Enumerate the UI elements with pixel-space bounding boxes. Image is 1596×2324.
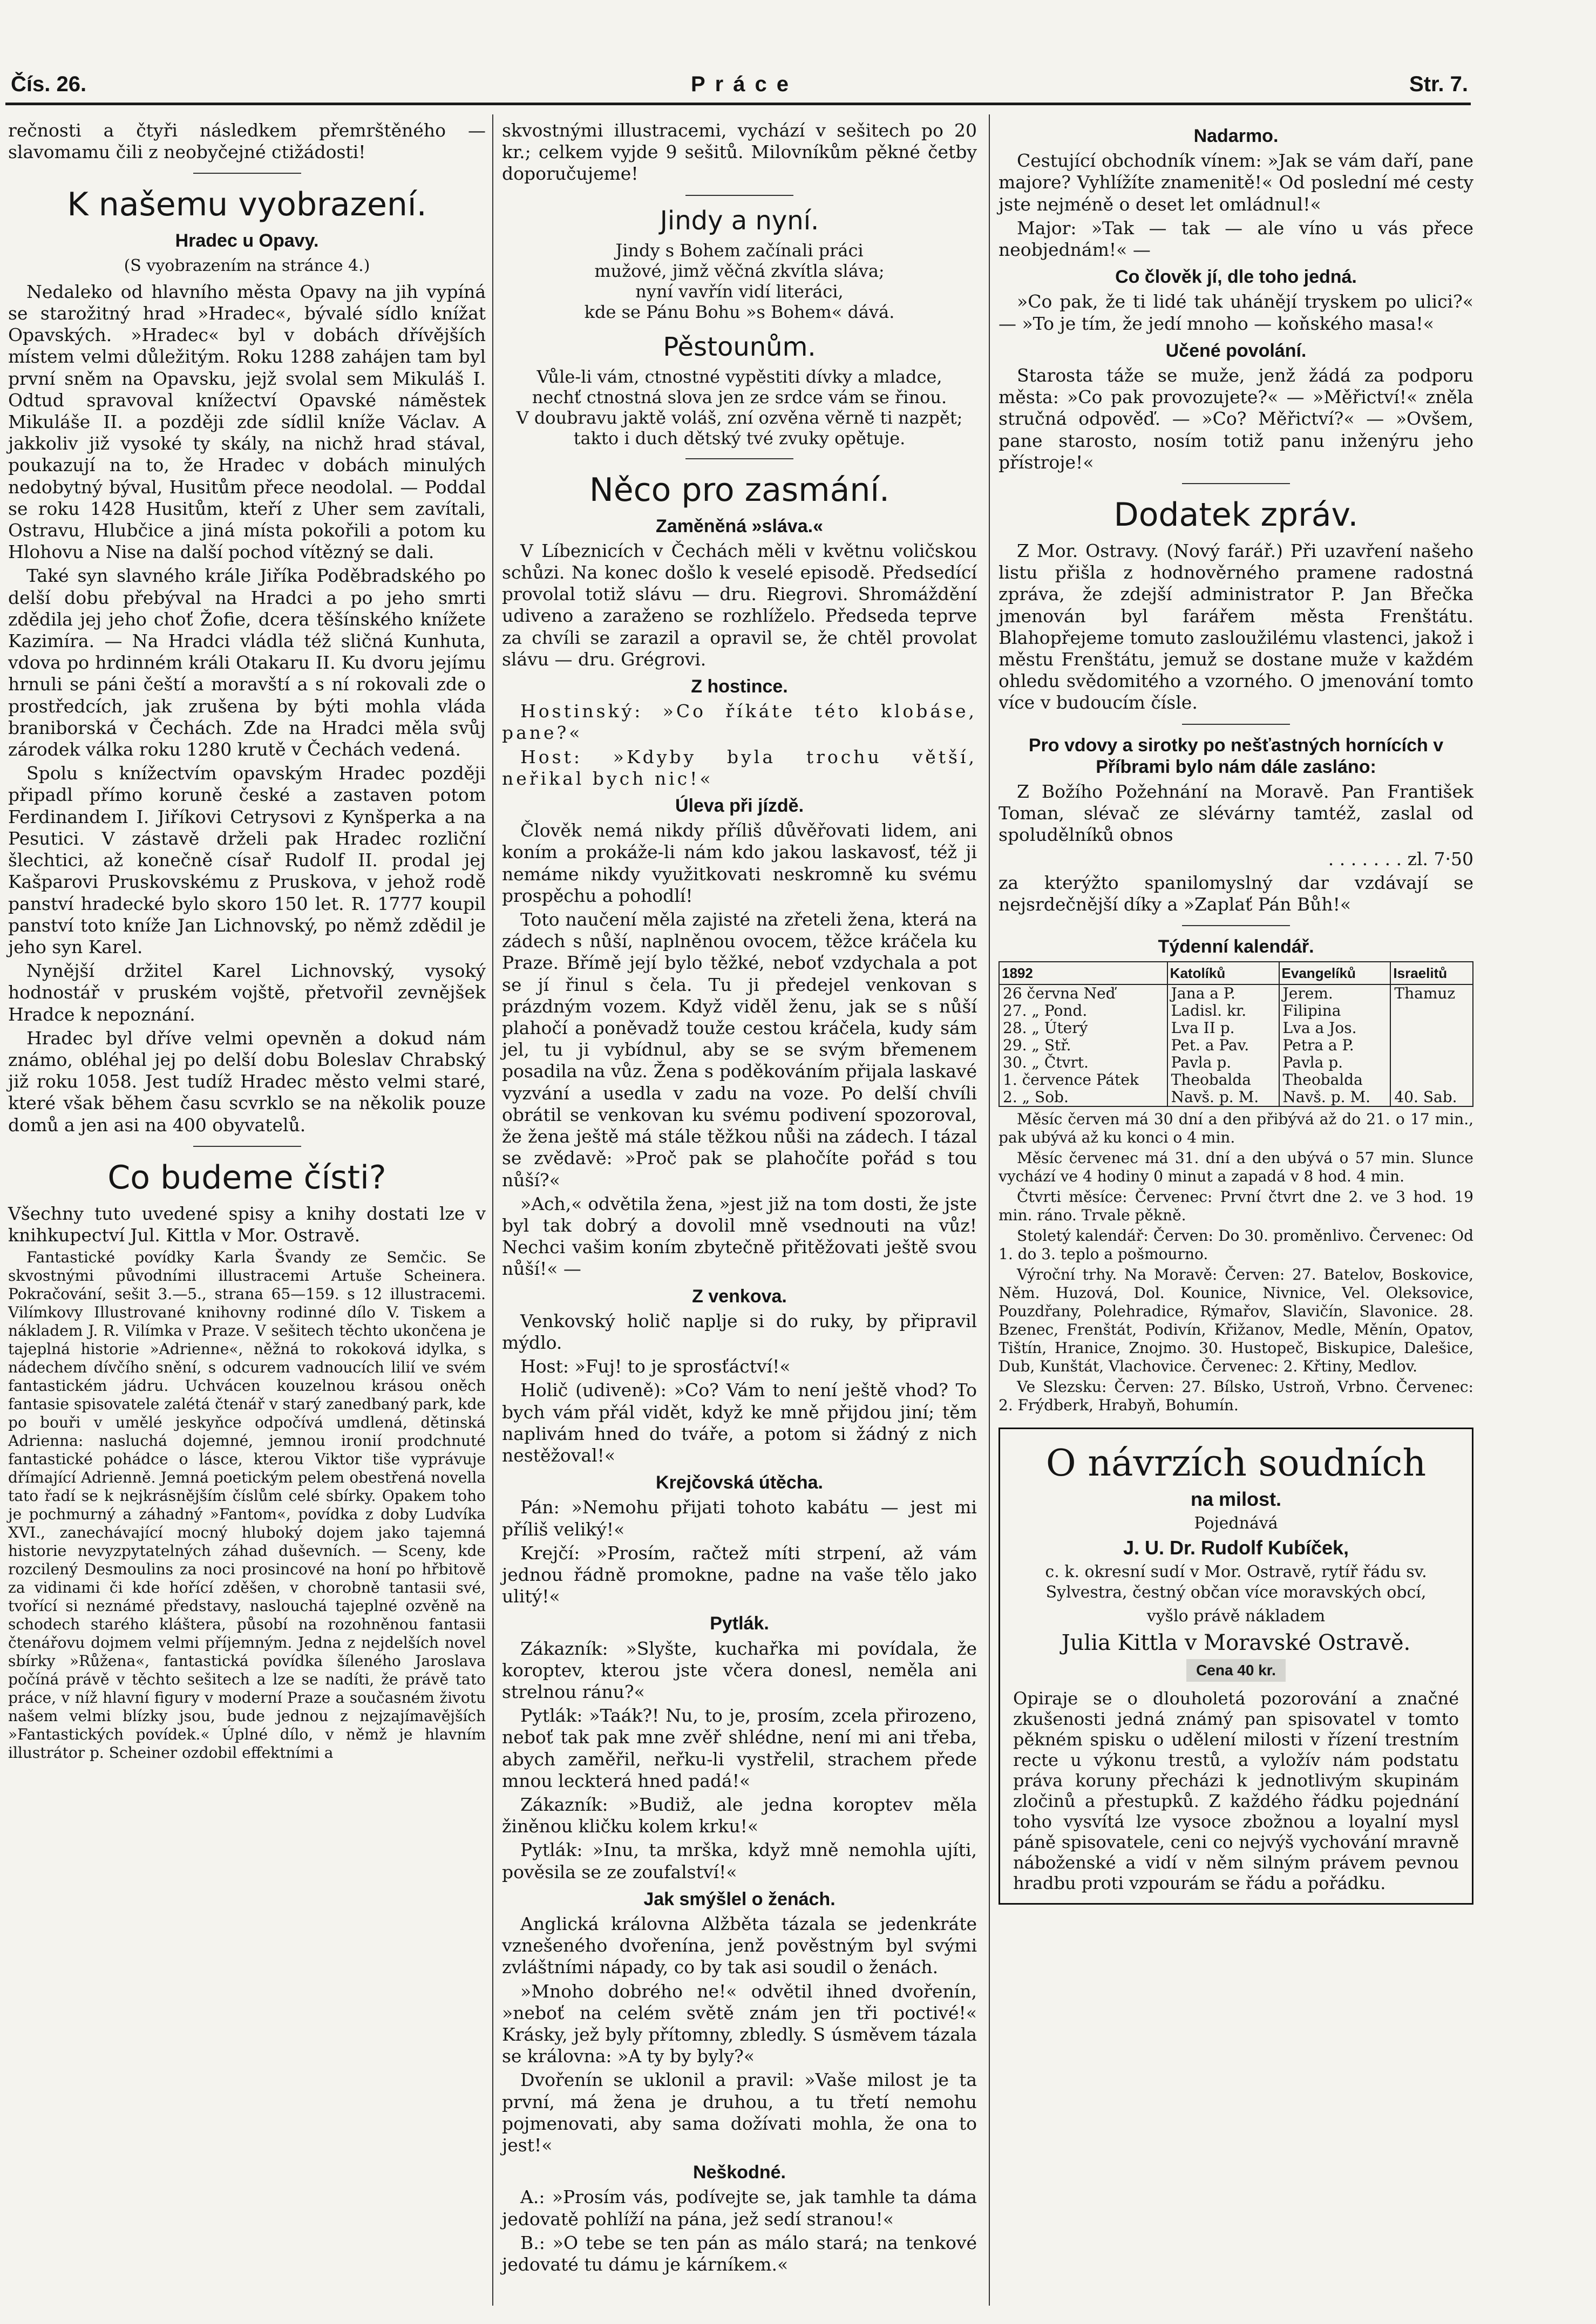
poem-line: nyní vavřín vidí literáci, bbox=[635, 281, 844, 302]
table-row bbox=[999, 1071, 1473, 1089]
paragraph: Výroční trhy. Na Moravě: Červen: 27. Batelov, Boskovice, Něm. Huzová, Dol. Kounice, Nivnice, Vel. Oleksovice, Pouzdřany, Polehradice, Rýmařov, Slavičín, Slavonice. 28. Bzenec, Frenštát, Podivín, Křižanov, Medle, Měnín, Opatov, Tištín, Hranice, Znojmo. 30. Hustopeč, Biskupice, Dalešice, Dub, Kunštát, Vlachovice. Červenec: 2. Křtiny, Medlov. bbox=[999, 1265, 1473, 1375]
paragraph: »Co pak, že ti lidé tak uhánějí tryskem po ulici?« — »To je tím, že jedí mnoho — koňského masa!« bbox=[999, 291, 1473, 334]
table-cell bbox=[1390, 1020, 1473, 1037]
calendar-title: Týdenní kalendář. bbox=[1158, 936, 1314, 957]
divider bbox=[193, 173, 301, 174]
table-row bbox=[999, 1054, 1473, 1071]
header-rule bbox=[5, 103, 1471, 105]
paragraph: Toto naučení měla zajisté na zřeteli žena, která na zádech s nůší, naplněnou ovocem, těžce kráčela ku Praze. Břímě její bylo těžké, neboť vzdychala a pot se jí řinul s čela. Tu ji předejel venkovan s prázdným vozem. Když viděl ženu, jak se s nůší plahočí a poněvadž touže cestou kráčela, kudy sám jel, tu ji vybídnul, aby se se svým břemenem posadila na vůz. Žena s poděkováním přijala laskavé vyzvání a usedla v zadu na voze. Po delší chvíli obrátil se venkovan ku svému podivení spozoroval, že žena ještě má stále těžkou nůši na zádech. I tázal se zvědavě: »Proč pak se plahočíte pořád s tou nůší?« bbox=[502, 909, 977, 1191]
paragraph: Nynější držitel Karel Lichnovský, vysoký hodnostář v pruském vojště, přetvořil zevnějšek Hradce k nepoznání. bbox=[8, 960, 486, 1025]
paragraph: Starosta táže se muže, jenž žádá za podporu města: »Co pak provozujete?« — »Měřictví!« zněla stručná odpověď. — »Co? Měřictví?« — »Ovšem, pane starosto, nosím totiž panu inženýru jeho přístroje!« bbox=[999, 365, 1473, 473]
section-heading: Jak smýšlel o ženách. bbox=[643, 1888, 836, 1910]
table-cell bbox=[1390, 1071, 1473, 1089]
paragraph: Cestující obchodník vínem: »Jak se vám daří, pane majore? Vyhlížíte znamenitě!« Od poslední mé cesty jste nejméně o deset let omládnul!« bbox=[999, 150, 1473, 215]
poem-title: Pěstounům. bbox=[663, 331, 816, 362]
divider bbox=[1182, 483, 1290, 484]
table-cell: Theobalda bbox=[1279, 1071, 1391, 1089]
section-heading: Z venkova. bbox=[692, 1286, 787, 1307]
article-title: Dodatek zpráv. bbox=[1113, 496, 1359, 534]
paragraph: »Mnoho dobrého ne!« odvětil ihned dvořenín, »neboť na celém světě znám jen tři poctivé!« Krásky, jež byly přítomny, zbledly. S úsměvem tázala se královna: »A ty by byly?« bbox=[502, 1980, 977, 2067]
paragraph: Ve Slezsku: Červen: 27. Bílsko, Ustroň, Vrbno. Červenec: 2. Frýdberk, Hrabyň, Bohumín. bbox=[999, 1377, 1473, 1414]
table-row bbox=[999, 984, 1473, 1002]
table-row bbox=[999, 1020, 1473, 1037]
poem-title: Jindy a nyní. bbox=[660, 205, 819, 236]
paragraph: Fantastické povídky Karla Švandy ze Semčic. Se skvostnými původními illustracemi Artuše Scheinera. Pokračování, sešit 3.—5., strana 65—159. s 12 illustracemi. Vilímkovy Illustrované knihovny rodinné dílo V. Tiskem a nákladem J. R. Vilímka v Praze. V sešitech těchto ukončena je tajeplná historie »Adrienne«, něžná to rokoková idylka, s nádechem dívčího snění, s odcurem vadnoucích lilií ve svém fantastickém jádru. Uchvácen kouzelnou krásou oněch fantasie spisovatele zalétá čtenář v starý zanedbaný park, kde po bouři v umělé jeskyňce odpočívá umdlená, dětinská Adrienna: nasluchá dojemné, jemnou ironií prodchnuté fantastické pohádce o lásce, kterou Viktor tiše vyprávuje dřímající Adrienně. Jemná poetickým pelem obestřená novella tato řadí se k nejkrásnějším číslům celé sbírky. Opakem toho je pochmurný a záhadný »Fantom«, povídka z doby Ludvíka XVI., zanechávající mocný hluboký dojem jako tajemná historie nevyzpytatelných záhad duševních. — Sceny, kde rozcilený Desmoulins za noci prosincové na honí po hřbitově za vidinami či kde hořící zděšen, v chorobně tantasii své, tvořící si neznámé představy, naslouchá tajeplné ozvěně na schodech starého kláštera, působí na rozohněnou fantasii čtenářovu dojmem velmi příjemným. Jedna z nejdelších novel sbírky »Růžena«, fantastická povídka šíleného Jaroslava počíná právě v těchto sešitech a lze se nadíti, že právě tato práce, v níž hlavní figury v moderní Praze a současném životu našem velmi blízky jsou, bude jednou z nejzajímavějších »Fantastických povídek.« Úplné dílo, v němž je hlavním illustrátor p. Scheiner ozdobil effektními a bbox=[8, 1248, 486, 1762]
table-cell: 40. Sab. bbox=[1390, 1089, 1473, 1106]
paragraph: Z Božího Požehnání na Moravě. Pan František Toman, slévač ze slévárny tamtéž, zaslal od spoludělníků obnos bbox=[999, 781, 1473, 846]
newspaper-title: Práce bbox=[691, 72, 798, 96]
table-cell: 30. „ Čtvrt. bbox=[999, 1054, 1167, 1071]
table-row bbox=[999, 1002, 1473, 1020]
table-header: Evangelíků bbox=[1279, 962, 1391, 984]
paragraph: Spolu s knížectvím opavským Hradec později připadl přímo koruně české a zastaven potom Ferdinandem I. Jiříkovi Cetrysovi z Kynšperka a na Pesutici. V zástavě drželi pak Hradec rozliční šlechtici, až konečně císař Rudolf II. prodal jej Kašparovi Pruskovskému z Pruskova, v jehož rodě panství hradecké bylo skoro 150 let. R. 1777 koupil panství toto kníže Jan Lichnovský, po němž zdědil je jeho syn Karel. bbox=[8, 763, 486, 957]
section-heading: Krejčovská útěcha. bbox=[656, 1472, 823, 1493]
table-cell: 26 června Neď bbox=[999, 984, 1167, 1002]
paragraph: Všechny tuto uvedené spisy a knihy dostati lze v knihkupectví Jul. Kittla v Mor. Ostravě. bbox=[8, 1202, 486, 1246]
paragraph: A.: »Prosím vás, podívejte se, jak tamhle ta dáma jedovatě pohlíží na pána, jež sedí stranou!« bbox=[502, 2186, 977, 2230]
divider bbox=[193, 1146, 301, 1147]
poem-line: mužové, jimž věčná zkvítla sláva; bbox=[594, 260, 885, 281]
poem bbox=[502, 240, 977, 322]
divider bbox=[685, 195, 793, 196]
paragraph: V Líbeznicích v Čechách měli v květnu voličskou schůzi. Na konec došlo k veselé episodě. Předsedící provolal totiž slávu — dru. Riegrovi. Shromáždění udiveno a zaraženo se rozhlíželo. Předseda teprve za chvíli se zarazil a opravil se, že chtěl provolat slávu — dru. Grégrovi. bbox=[502, 540, 977, 670]
section-heading: Z hostince. bbox=[691, 676, 788, 697]
paragraph: Holič (udiveně): »Co? Vám to není ještě vhod? To bych vám přál vidět, když ke mně přijdou jiní; těm naplivám hned do tváře, a potom si žádný z nich nestěžoval!« bbox=[502, 1380, 977, 1466]
ad-subtitle: na milost. bbox=[1190, 1487, 1282, 1510]
calendar-table bbox=[999, 961, 1473, 1107]
ad-title: O návrzích soudních bbox=[1045, 1442, 1427, 1485]
poem bbox=[502, 366, 977, 449]
paragraph: Pán: »Nemohu přijati tohoto kabátu — jest mi příliš veliký!« bbox=[502, 1497, 977, 1540]
paragraph: Venkovský holič naplje si do ruky, by připravil mýdlo. bbox=[502, 1310, 977, 1353]
table-cell bbox=[1390, 1037, 1473, 1054]
advertisement-box bbox=[999, 1428, 1473, 1905]
table-cell: Filipina bbox=[1279, 1002, 1391, 1020]
table-cell: Theobalda bbox=[1167, 1071, 1279, 1089]
poem-line: Jindy s Bohem začínali práci bbox=[615, 240, 864, 261]
section-heading: Úleva při jízdě. bbox=[675, 796, 804, 817]
article-subtitle: Hradec u Opavy. bbox=[175, 230, 319, 252]
page-header bbox=[11, 72, 1468, 105]
continued-text: rečnosti a čtyři následkem přemrštěného — slavomamu čili z neobyčejné ctižádosti! bbox=[8, 120, 486, 163]
ad-price: Cena 40 kr. bbox=[1186, 1659, 1286, 1682]
article-title: K našemu vyobrazení. bbox=[67, 186, 427, 224]
column-divider bbox=[989, 114, 990, 2306]
paragraph: Pytlák: »Taák?! Nu, to je, prosím, zcela přirozeno, neboť tak pak mne zvěř shlédne, není mi ani třeba, abych zaměřil, neřku-li vystřelil, strachem přede mnou leckterá hned padá!« bbox=[502, 1705, 977, 1791]
section-heading: Pytlák. bbox=[710, 1613, 769, 1634]
paragraph: »Ach,« odvětila žena, »jest již na tom dosti, že jste byl tak dobrý a dovolil mně vsednouti na vůz! Nechci vašim koním zbytečně přitěžovati ještě svou nůší!« — bbox=[502, 1193, 977, 1280]
table-cell: Jerem. bbox=[1279, 984, 1391, 1002]
table-header-row bbox=[999, 962, 1473, 984]
poem-line: nechť ctnostná slova jen ze srdce vám se řinou. bbox=[532, 386, 947, 407]
column-divider bbox=[492, 114, 493, 2306]
paragraph: Anglická královna Alžběta tázala se jedenkráte vznešeného dvořenína, jenž pověstným byl svými zvláštními nápady, co by tak asi soudil o ženách. bbox=[502, 1913, 977, 1978]
divider bbox=[685, 458, 793, 459]
divider bbox=[1182, 724, 1290, 725]
table-cell: 28. „ Úterý bbox=[999, 1020, 1167, 1037]
divider bbox=[1182, 925, 1290, 926]
poem-line: takto i duch dětský tvé zvuky opětuje. bbox=[573, 427, 906, 449]
table-cell: Petra a P. bbox=[1279, 1037, 1391, 1054]
paragraph: Měsíc červenec má 31. dní a den ubývá o 57 min. Slunce vychází ve 4 hodiny 0 minut a zapadá v 8 hod. 4 min. bbox=[999, 1149, 1473, 1185]
ad-author: J. U. Dr. Rudolf Kubíček, bbox=[1123, 1536, 1349, 1559]
paragraph: Nedaleko od hlavního města Opavy na jih vypíná se starožitný hrad »Hradec«, bývalé sídlo knížat Opavských. »Hradec« byl v dobách dřívějších místem velmi důležitým. Roku 1288 zahájen tam byl první sněm na Opavsku, jejž svolal sem Mikuláš I. Odtud spravoval knížectví Opavské náměstek Mikuláše II. a později zde sídlil kníže Václav. A jakkoliv již vysoké ty skály, na nichž hrad stával, poukazují na to, že Hradec v dobách minulých nedobytný býval, Husitům přece neodolal. — Poddal se roku 1428 Husitům, kteří z Uher sem zavítali, Ostravu, Hlubčice a jiná místa pokořili a potom ku Hlohovu a Nise na další pochod vítězný se dali. bbox=[8, 281, 486, 563]
ad-by-line: Pojednává bbox=[1194, 1513, 1278, 1533]
table-cell: Lva a Jos. bbox=[1279, 1020, 1391, 1037]
section-heading: Neškodné. bbox=[693, 2162, 786, 2183]
paragraph: Krejčí: »Prosím, račtež míti strpení, až vám jednou řádně promokne, padne na vaše tělo jako ulitý!« bbox=[502, 1542, 977, 1607]
ad-text: Opiraje se o dlouholetá pozorování a značné zkušenosti jedná známý pan spisovatel v tomto pěkném spisku o udělení milosti v řízení trestním recte u výkonu trestů, a vyložív nám podstatu práva koruny přecházi k jednotlivým skupinám zločinů a přestupků. Z každého řádku pojednání toho vysvítá lze vysoce zbožnou a loyalní mysl páně spisovatele, ceni co nejvýš vychování mravně náboženské a vidí v něm silným právem pevnou hradbu proti vzpourám se řádu a pořádku. bbox=[1013, 1688, 1459, 1893]
issue-number: Čís. 26. bbox=[11, 72, 87, 96]
article-note: (S vyobrazením na stránce 4.) bbox=[124, 256, 370, 275]
table-cell: Jana a P. bbox=[1167, 984, 1279, 1002]
paragraph: Zákazník: »Budiž, ale jedna koroptev měla žiněnou kličku kolem krku!« bbox=[502, 1793, 977, 1837]
table-cell bbox=[1390, 1002, 1473, 1020]
table-cell bbox=[1390, 1054, 1473, 1071]
section-heading: Zaměněná »sláva.« bbox=[656, 515, 823, 536]
table-cell: Lva II p. bbox=[1167, 1020, 1279, 1037]
donation-amount: . . . . . . . zl. 7·50 bbox=[1328, 848, 1473, 869]
table-cell: Pavla p. bbox=[1167, 1054, 1279, 1071]
paragraph: Člověk nemá nikdy příliš důvěřovati lidem, ani koním a prokáže-li nám kdo jakou laskavosť, též ji nemáme nikdy využitkovati neskromně ku svému prospěchu a pohodlí! bbox=[502, 820, 977, 906]
ad-author-desc: c. k. okresní sudí v Mor. Ostravě, rytíř řádu sv. Sylvestra, čestný občan více moravských obcí, bbox=[1045, 1562, 1427, 1602]
table-cell: 1. července Pátek bbox=[999, 1071, 1167, 1089]
table-cell: Pavla p. bbox=[1279, 1054, 1391, 1071]
paragraph: Z Mor. Ostravy. (Nový farář.) Při uzavření našeho listu přišla z hodnověrného pramene radostná zpráva, že zdejší administrator P. Jan Břečka jmenován byl farářem města Frenštátu. Blahopřejeme tomuto zasloužilému vlastenci, jakož i městu Frenštátu, jemuž se dostane muže v každém ohledu svědomitého a vzorného. O jmenování tomto více v budoucím čísle. bbox=[999, 540, 1473, 713]
paragraph: Host: »Fuj! to je sprosťáctví!« bbox=[520, 1356, 791, 1377]
column-1 bbox=[8, 120, 486, 1764]
paragraph: Major: »Tak — tak — ale víno u vás přece neobjednám!« — bbox=[999, 217, 1473, 261]
table-cell: Ladisl. kr. bbox=[1167, 1002, 1279, 1020]
table-header: Israelitů bbox=[1390, 962, 1473, 984]
table-cell: 29. „ Stř. bbox=[999, 1037, 1167, 1054]
ad-publisher: Julia Kittla v Moravské Ostravě. bbox=[1061, 1630, 1411, 1655]
poem-line: Vůle-li vám, ctnostné vypěstiti dívky a mladce, bbox=[536, 366, 942, 387]
paragraph: Stoletý kalendář: Červen: Do 30. proměnlivo. Červenec: Od 1. do 3. teplo a pošmourno. bbox=[999, 1226, 1473, 1263]
paragraph: Měsíc červen má 30 dní a den přibývá až do 21. o 17 min., pak ubývá až ku konci o 4 min. bbox=[999, 1110, 1473, 1146]
paragraph: Host: »Kdyby byla trochu větší, neřikal bych nic!« bbox=[502, 746, 977, 789]
section-heading: Co člověk jí, dle toho jedná. bbox=[1115, 267, 1357, 288]
column-3 bbox=[999, 120, 1473, 1905]
table-header: Katolíků bbox=[1167, 962, 1279, 984]
column-2 bbox=[502, 120, 977, 2278]
paragraph: B.: »O tebe se ten pán as málo stará; na tenkové jedovaté tu dámu je kárníkem.« bbox=[502, 2232, 977, 2275]
paragraph: Pytlák: »Inu, ta mrška, když mně nemohla ujíti, pověsila se ze zoufalství!« bbox=[502, 1839, 977, 1883]
paragraph: Hostinský: »Co říkáte této klobáse, pane?« bbox=[502, 701, 977, 744]
table-cell: Thamuz bbox=[1390, 984, 1473, 1002]
article-title: Co budeme čísti? bbox=[107, 1158, 386, 1197]
section-heading: Pro vdovy a sirotky po nešťastných hornících v Příbrami bylo nám dále zasláno: bbox=[1028, 735, 1444, 777]
table-cell: Pet. a Pav. bbox=[1167, 1037, 1279, 1054]
table-header: 1892 bbox=[999, 962, 1167, 984]
continued-text: skvostnými illustracemi, vychází v sešitech po 20 kr.; celkem vyjde 9 sešitů. Milovníkům pěkné četby doporučujeme! bbox=[502, 120, 977, 185]
table-row bbox=[999, 1037, 1473, 1054]
table-cell: Navš. p. M. bbox=[1167, 1089, 1279, 1106]
table-cell: 27. „ Pond. bbox=[999, 1002, 1167, 1020]
table-cell: Navš. p. M. bbox=[1279, 1089, 1391, 1106]
paragraph: Čtvrti měsíce: Červenec: První čtvrt dne 2. ve 3 hod. 19 min. ráno. Trvale pěkně. bbox=[999, 1187, 1473, 1224]
poem-line: kde se Pánu Bohu »s Bohem« dává. bbox=[584, 301, 895, 322]
table-row bbox=[999, 1089, 1473, 1106]
paragraph: za kterýžto spanilomyslný dar vzdávají se nejsrdečnější díky a »Zaplať Pán Bůh!« bbox=[999, 872, 1473, 915]
paragraph: Hradec byl dříve velmi opevněn a dokud nám známo, obléhal jej po delší dobu Boleslav Chrabský již roku 1058. Jest tudíž Hradec město velmi staré, které však během času scvrklo se na několik pouze domů a jen asi na 400 obyvatelů. bbox=[8, 1027, 486, 1136]
section-heading: Učené povolání. bbox=[1165, 340, 1307, 361]
paragraph: Také syn slavného krále Jiříka Poděbradského po delší dobu přebýval na Hradci a po jeho smrti zdědila jej jeho choť Žofie, dcera těšínského knížete Kazimíra. — Na Hradci vládla též sličná Kunhuta, vdova po hrdinném králi Otakaru II. Ku dvoru jejímu hrnuli se páni čeští a moravští a s ní rokovali zde o prostředcích, jak zrušena by býti mohla vláda braniborská v Čechách. Zde na Hradci měla svůj zárodek válka roku 1280 krutě v Čechách vedená. bbox=[8, 565, 486, 760]
section-heading: Nadarmo. bbox=[1193, 126, 1279, 146]
paragraph: Dvořenín se uklonil a pravil: »Vaše milost je ta první, má žena je druhou, a tu třetí nemohu pojmenovati, aby sama dožívati mohla, že ona to jest!« bbox=[502, 2069, 977, 2156]
article-title: Něco pro zasmání. bbox=[589, 471, 890, 509]
paragraph: Zákazník: »Slyšte, kuchařka mi povídala, že koroptev, kterou jste včera donesl, neměla ani strelnou ránu?« bbox=[502, 1637, 977, 1702]
table-cell: 2. „ Sob. bbox=[999, 1089, 1167, 1106]
ad-published: vyšlo právě nákladem bbox=[1146, 1606, 1326, 1626]
page-number: Str. 7. bbox=[1409, 72, 1468, 96]
poem-line: V doubravu jaktě voláš, zní ozvěna věrně ti nazpět; bbox=[516, 407, 963, 428]
